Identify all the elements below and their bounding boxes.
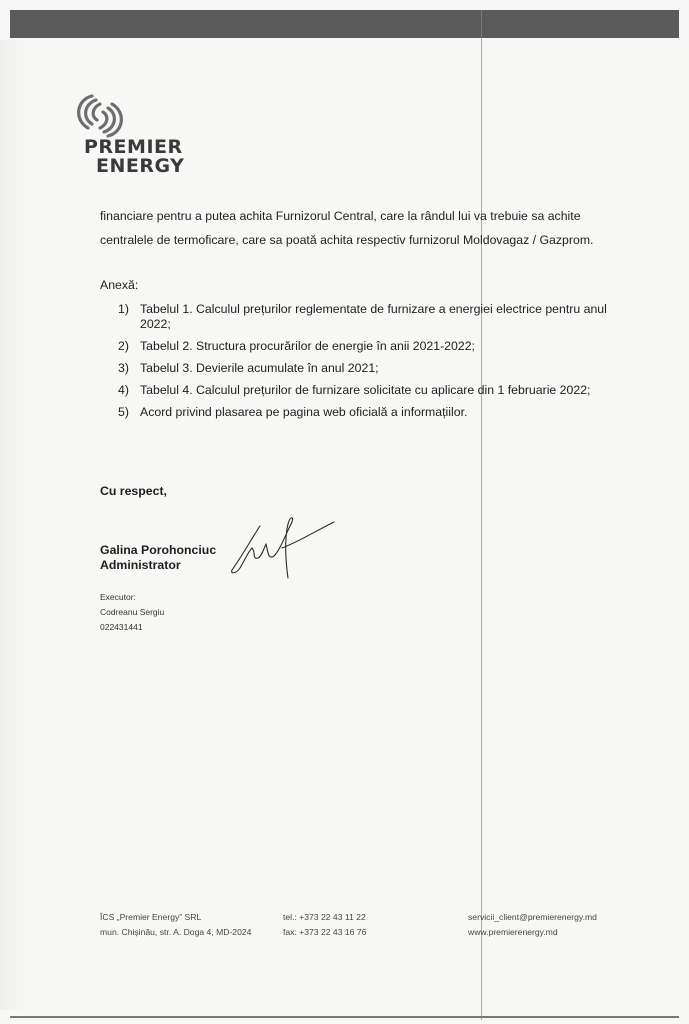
footer-email: servicii_client@premierenergy.md	[468, 912, 597, 922]
annex-item-number: 4)	[118, 383, 129, 397]
footer-website: www.premierenergy.md	[468, 927, 558, 937]
logo-word-premier: PREMIER	[84, 136, 183, 158]
footer-contacts	[468, 910, 597, 940]
footer-company-name: ÎCS „Premier Energy” SRL	[100, 912, 202, 922]
annex-item-text: Tabelul 1. Calculul prețurilor reglementate de furnizare a energiei electrice pentru anul 2022;	[140, 302, 607, 331]
annex-item-number: 5)	[118, 405, 129, 419]
annex-item	[118, 339, 618, 354]
signatory-role: Administrator	[100, 558, 181, 572]
company-logo	[70, 90, 200, 180]
logo-word-energy: ENERGY	[96, 155, 185, 177]
annex-item-number: 1)	[118, 302, 129, 316]
signatory-name: Galina Porohonciuc	[100, 543, 217, 557]
annex-item	[118, 405, 618, 420]
handwritten-signature	[222, 508, 342, 588]
executor-block	[100, 590, 164, 635]
body-line: centralele de termoficare, care sa poată achita respectiv furnizorul Moldovagaz / Gazprom.	[100, 233, 594, 247]
footer-address: mun. Chișinău, str. A. Doga 4, MD-2024	[100, 927, 252, 937]
annex-item-text: Tabelul 3. Devierile acumulate în anul 2021;	[140, 361, 379, 375]
letter-body	[100, 204, 620, 252]
footer-tel: tel.: +373 22 43 11 22	[283, 912, 366, 922]
signatory-block	[100, 543, 216, 573]
annex-list	[118, 302, 618, 427]
annex-title: Anexă:	[100, 278, 139, 292]
closing-salutation: Cu respect,	[100, 484, 167, 498]
executor-name: Codreanu Sergiu	[100, 607, 165, 617]
footer-phones	[283, 910, 366, 940]
executor-label: Executor:	[100, 592, 136, 602]
annex-item	[118, 361, 618, 376]
scan-bottom-line	[10, 1016, 679, 1018]
annex-item-number: 2)	[118, 339, 129, 353]
executor-phone: 022431441	[100, 622, 143, 632]
footer-company	[100, 910, 251, 940]
scan-top-bar	[10, 10, 679, 38]
premier-energy-logo-icon	[70, 90, 130, 142]
footer-fax: fax: +373 22 43 16 76	[283, 927, 367, 937]
annex-item	[118, 383, 618, 398]
annex-item-text: Tabelul 2. Structura procurărilor de energie în anii 2021-2022;	[140, 339, 475, 353]
scan-edge-shadow	[0, 40, 30, 1010]
annex-item-text: Tabelul 4. Calculul prețurilor de furnizare solicitate cu aplicare din 1 februarie 2022;	[140, 383, 591, 397]
body-line: financiare pentru a putea achita Furnizorul Central, care la rândul lui va trebuie sa achite	[100, 209, 581, 223]
paper-fold-line	[481, 10, 482, 1020]
logo-wordmark	[84, 138, 184, 176]
annex-item-number: 3)	[118, 361, 129, 375]
annex-item-text: Acord privind plasarea pe pagina web oficială a informațiilor.	[140, 405, 468, 419]
annex-item	[118, 302, 618, 332]
